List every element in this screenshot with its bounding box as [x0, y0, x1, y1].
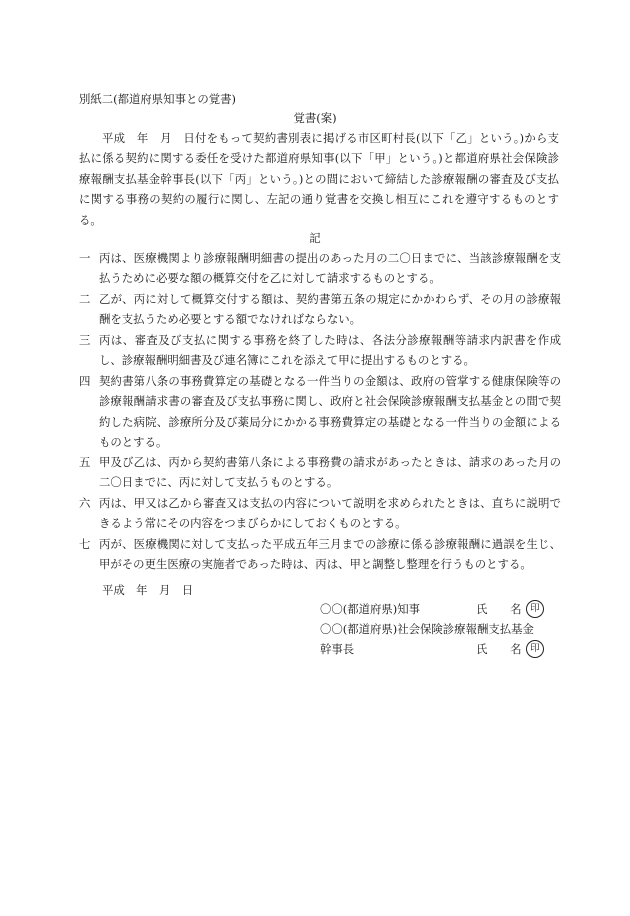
seal-icon: 印 — [526, 640, 544, 658]
name-label: 氏 名 — [476, 602, 522, 616]
name-label: 氏 名 — [476, 642, 522, 656]
clause-text: 契約書第八条の事務費算定の基礎となる一件当りの金額は、政府の管掌する健康保険等の診療報酬請求書の審査及び支払事務に関し、政府と社会保険診療報酬支払基金との間で契約した病院、診療所分及び薬局分にかかる事務費算定の基礎となる一件当りの金額によるものとする。 — [99, 374, 561, 450]
date-line: 平成 年 月 日 — [102, 583, 194, 597]
clause-number: 七 — [79, 537, 91, 551]
signature-director — [320, 639, 560, 659]
clause-item — [79, 330, 561, 371]
attachment-header: 別紙二(都道府県知事との覚書) — [79, 92, 236, 106]
signature-governor — [320, 599, 560, 619]
signatory-title: 〇〇(都道府県)社会保険診療報酬支払基金 — [320, 622, 534, 636]
clause-number: 四 — [79, 374, 91, 388]
clause-item — [79, 534, 561, 575]
clause-text: 丙は、甲又は乙から審査又は支払の内容について説明を求められたときは、直ちに説明できるよう常にその内容をつまびらかにしておくものとする。 — [99, 496, 561, 531]
clause-text: 丙が、医療機関に対して支払った平成五年三月までの診療に係る診療報酬に過誤を生じ、甲がその更生医療の実施者であった時は、丙は、甲と調整し整理を行うものとする。 — [99, 537, 561, 572]
clause-item — [79, 452, 561, 493]
clause-number: 三 — [79, 333, 91, 347]
signatory-title: 幹事長 — [320, 642, 355, 656]
clause-number: 六 — [79, 496, 91, 510]
document-title: 覚書(案) — [293, 111, 337, 125]
clause-item — [79, 371, 561, 453]
clause-text: 甲及び乙は、丙から契約書第八条による事務費の請求があったときは、請求のあった月の二〇日までに、丙に対して支払うものとする。 — [99, 455, 561, 490]
ki-heading: 記 — [309, 231, 321, 245]
clause-text: 乙が、丙に対して概算交付する額は、契約書第五条の規定にかかわらず、その月の診療報酬を支払うため必要とする額でなければならない。 — [99, 292, 561, 327]
clause-item — [79, 248, 561, 289]
intro-paragraph: 平成 年 月 日付をもって契約書別表に掲げる市区町村長(以下「乙」という。)から支払に係る契約に関する委任を受けた都道府県知事(以下「甲」という。)と都道府県社会保険診療報酬支払基金幹事長(以下「丙」という。)との間において締結した診療報酬の審査及び支払に関する事務の契約の履行に関し、左記の通り覚書を交換し相互にこれを遵守するものとする。 — [79, 131, 559, 227]
clause-number: 二 — [79, 292, 91, 306]
signature-fund — [320, 619, 560, 639]
clause-item — [79, 493, 561, 534]
signatory-title: 〇〇(都道府県)知事 — [320, 602, 421, 616]
clause-text: 丙は、審査及び支払に関する事務を終了した時は、各法分診療報酬等請求内訳書を作成し、診療報酬明細書及び連名簿にこれを添えて甲に提出するものとする。 — [99, 333, 561, 368]
clause-number: 一 — [79, 251, 91, 265]
seal-icon: 印 — [526, 600, 544, 618]
clause-item — [79, 289, 561, 330]
clause-number: 五 — [79, 455, 91, 469]
clause-text: 丙は、医療機関より診療報酬明細書の提出のあった月の二〇日までに、当該診療報酬を支払うために必要な額の概算交付を乙に対して請求するものとする。 — [99, 251, 561, 286]
